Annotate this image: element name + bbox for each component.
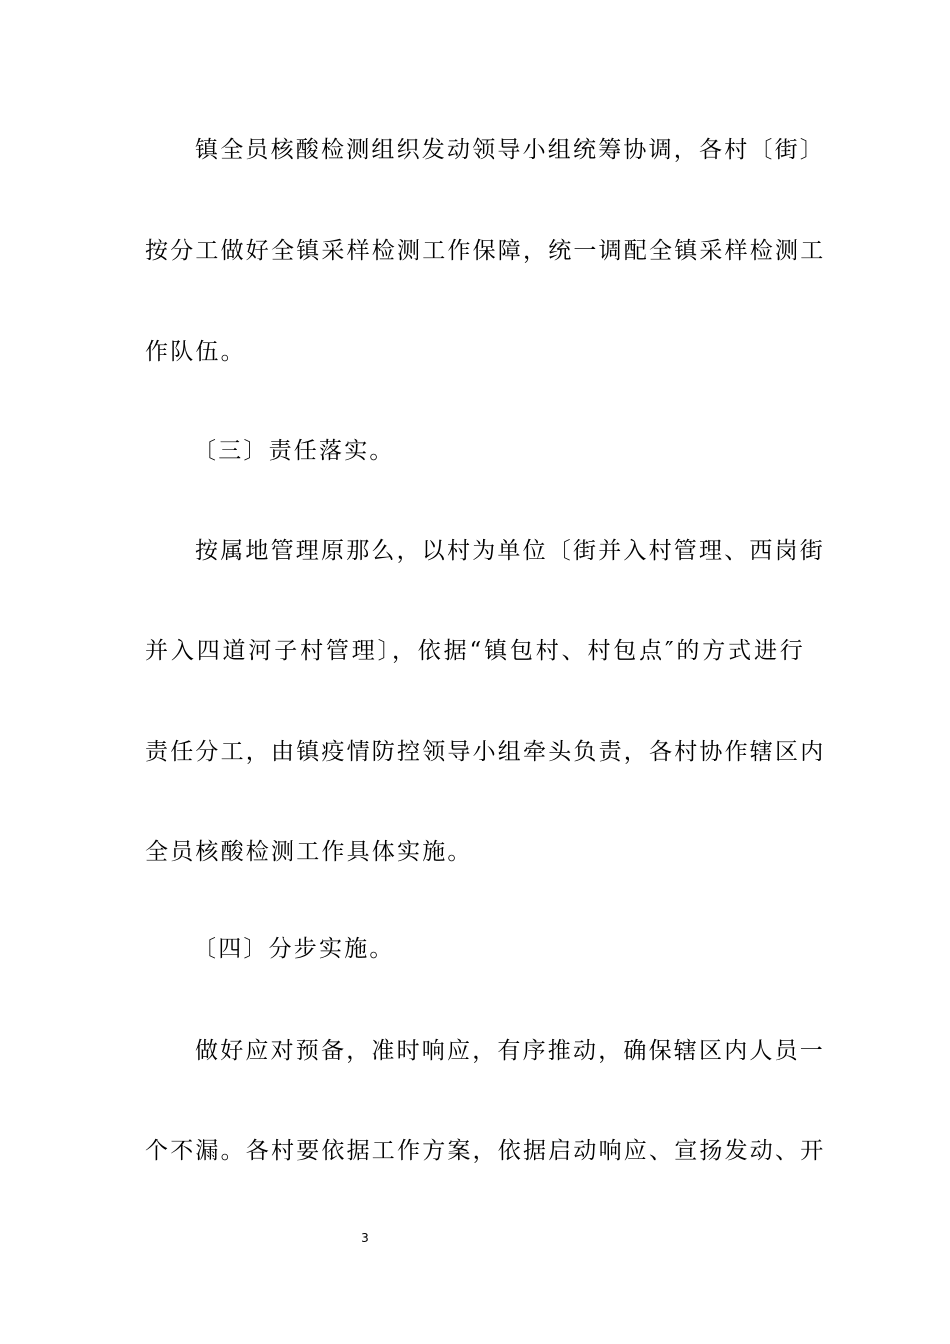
body-text-line: 个不漏。各村要依据工作方案，依据启动响应、宣扬发动、开 (145, 1138, 826, 1164)
body-text-line: 并入四道河子村管理〕，依据“镇包村、村包点″的方式进行 (145, 638, 805, 664)
section-heading: 〔三〕责任落实。 (193, 438, 395, 464)
body-text-line: 做好应对预备，准时响应，有序推动，确保辖区内人员一 (195, 1038, 825, 1064)
body-text-line: 责任分工，由镇疫情防控领导小组牵头负责，各村协作辖区内 (145, 739, 826, 765)
body-text-line: 按分工做好全镇采样检测工作保障，统一调配全镇采样检测工 (145, 238, 826, 264)
body-text-line: 作队伍。 (145, 339, 246, 365)
section-heading: 〔四〕分步实施。 (193, 936, 395, 962)
body-text-line: 镇全员核酸检测组织发动领导小组统筹协调，各村〔街〕 (195, 137, 825, 163)
page-number: 3 (361, 1231, 369, 1245)
body-text-line: 按属地管理原那么，以村为单位〔街并入村管理、西岗街 (195, 538, 825, 564)
body-text-line: 全员核酸检测工作具体实施。 (145, 839, 473, 865)
